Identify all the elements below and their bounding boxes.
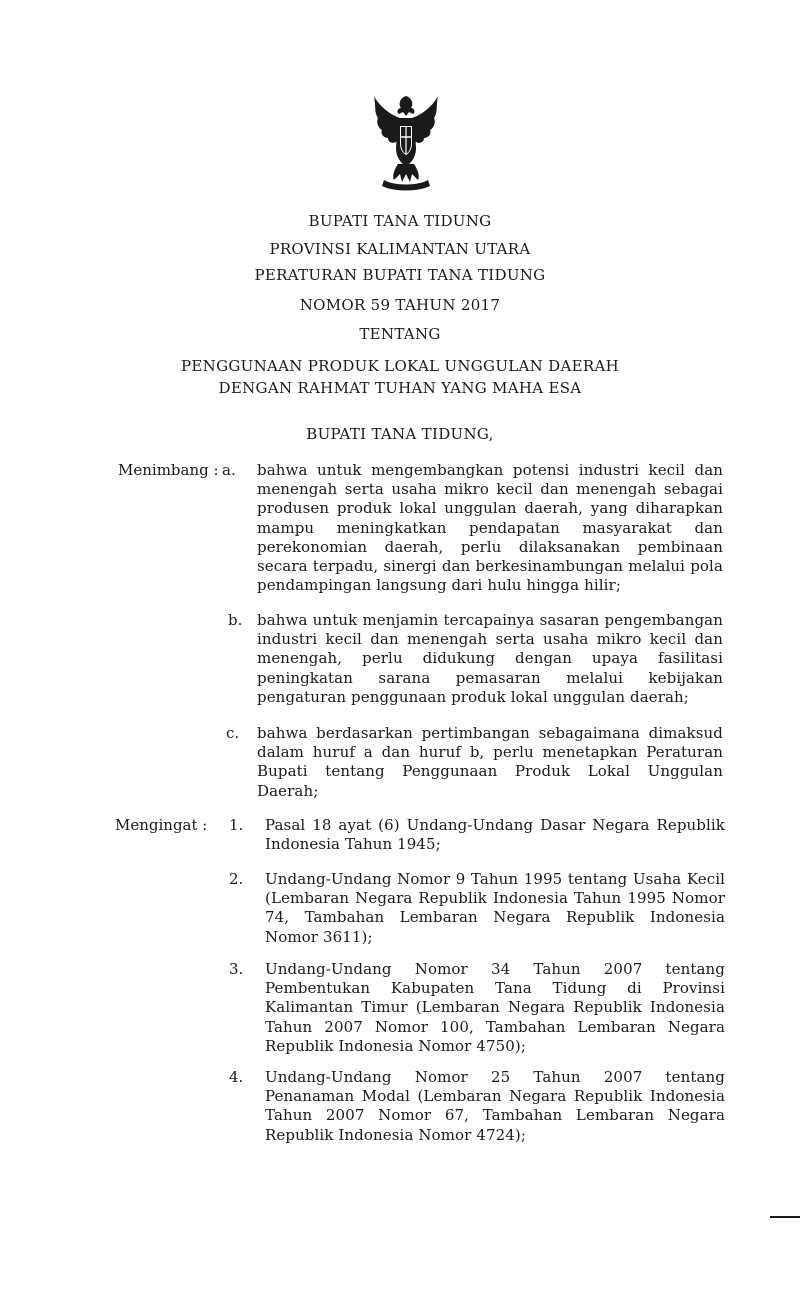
title-nomor: NOMOR 59 TAHUN 2017 — [299, 296, 501, 314]
mengingat-item-2: Undang-Undang Nomor 9 Tahun 1995 tentang Usaha Kecil (Lembaran Negara Republik Indonesia Tahun 1995 Nomor 74, Tambahan Lembaran Negara Republik Indonesia Nomor 3611); — [265, 870, 725, 946]
menimbang-item-a: bahwa untuk mengembangkan potensi industri kecil dan menengah serta usaha mikro kecil dan menengah sebagai produsen produk lokal unggulan daerah, yang diharapkan mampu meningkatkan pendapatan masyarakat dan perekonomian daerah, perlu dilaksanakan pembinaan secara terpadu, sinergi dan berkesinambungan melalui pola pendampingan langsung dari hulu hingga hilir; — [257, 461, 723, 595]
mengingat-item-3: Undang-Undang Nomor 34 Tahun 2007 tentang Pembentukan Kabupaten Tana Tidung di Provinsi Kalimantan Timur (Lembaran Negara Republik Indonesia Tahun 2007 Nomor 100, Tambahan Lembaran Negara Republik Indonesia Nomor 4750); — [265, 960, 725, 1055]
mengingat-marker-3: 3. — [229, 960, 244, 978]
menimbang-item-c: bahwa berdasarkan pertimbangan sebagaimana dimaksud dalam huruf a dan huruf b, perlu menetapkan Peraturan Bupati tentang Penggunaan Produk Lokal Unggulan Daerah; — [257, 724, 723, 800]
title-peraturan: PERATURAN BUPATI TANA TIDUNG — [254, 266, 546, 284]
menimbang-marker-a: a. — [222, 461, 236, 479]
title-subject: PENGGUNAAN PRODUK LOKAL UNGGULAN DAERAH — [181, 357, 619, 375]
title-invocation: DENGAN RAHMAT TUHAN YANG MAHA ESA — [218, 379, 582, 397]
mengingat-marker-2: 2. — [229, 870, 244, 888]
title-authority: BUPATI TANA TIDUNG, — [306, 425, 494, 443]
mengingat-marker-4: 4. — [229, 1068, 244, 1086]
mengingat-marker-1: 1. — [229, 816, 244, 834]
mengingat-label: Mengingat : — [115, 816, 208, 834]
menimbang-marker-c: c. — [226, 724, 240, 742]
page-continuation-mark — [770, 1216, 800, 1218]
title-provinsi: PROVINSI KALIMANTAN UTARA — [269, 240, 531, 258]
menimbang-marker-b: b. — [228, 611, 243, 629]
mengingat-item-1: Pasal 18 ayat (6) Undang-Undang Dasar Negara Republik Indonesia Tahun 1945; — [265, 816, 725, 854]
menimbang-label: Menimbang : — [118, 461, 219, 479]
garuda-emblem-icon — [370, 92, 442, 196]
title-tentang: TENTANG — [359, 325, 441, 343]
title-bupati: BUPATI TANA TIDUNG — [308, 212, 492, 230]
menimbang-item-b: bahwa untuk menjamin tercapainya sasaran pengembangan industri kecil dan menengah serta usaha mikro kecil dan menengah, perlu didukung dengan upaya fasilitasi peningkatan sarana pemasaran melalui kebijakan pengaturan penggunaan produk lokal unggulan daerah; — [257, 611, 723, 706]
mengingat-item-4: Undang-Undang Nomor 25 Tahun 2007 tentang Penanaman Modal (Lembaran Negara Republik Indonesia Tahun 2007 Nomor 67, Tambahan Lembaran Negara Republik Indonesia Nomor 4724); — [265, 1068, 725, 1144]
